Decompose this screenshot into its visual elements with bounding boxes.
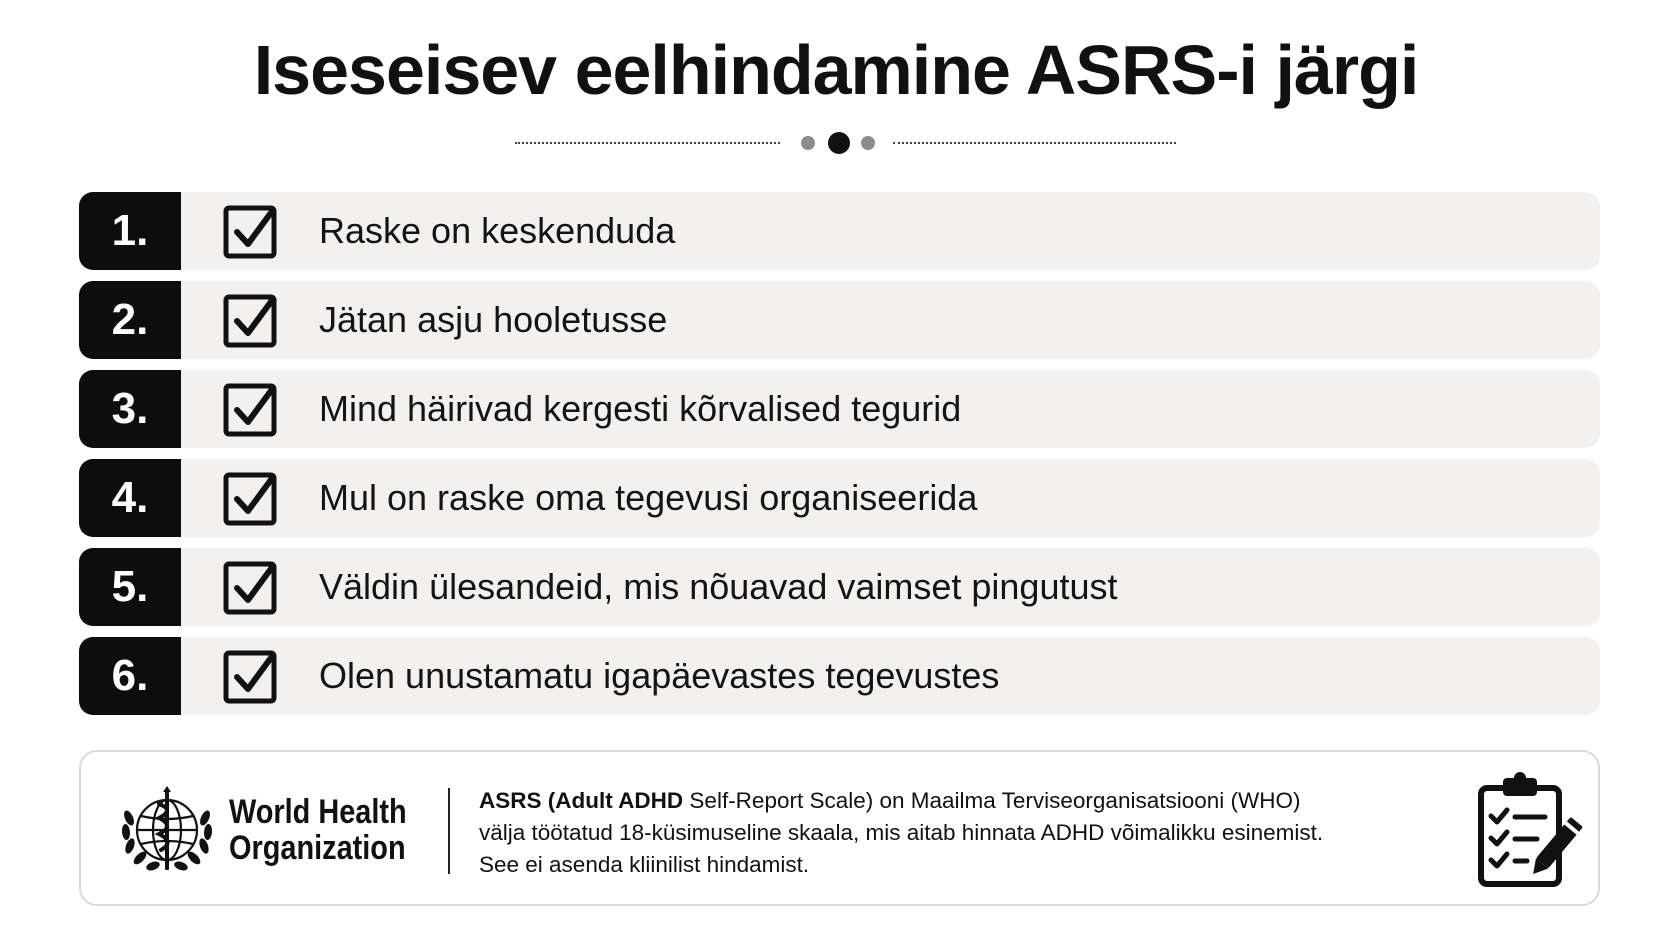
who-emblem-icon <box>117 784 217 878</box>
info-part-1: ASRS ( <box>479 788 556 813</box>
checklist-item-5 <box>79 548 1600 626</box>
checked-box-icon <box>223 469 281 527</box>
who-wordmark <box>229 794 407 866</box>
who-wordmark-line1: World Health <box>229 793 407 831</box>
checked-box-icon <box>223 291 281 349</box>
divider-dotted-line-left <box>515 142 780 144</box>
checked-box-icon <box>223 380 281 438</box>
clipboard-checklist-icon <box>1475 770 1585 892</box>
checklist <box>79 192 1600 726</box>
info-line-3: See ei asenda kliinilist hindamist. <box>479 852 810 877</box>
item-number: 5. <box>79 548 181 626</box>
page-title: Iseseisev eelhindamine ASRS-i järgi <box>253 31 1419 109</box>
divider-dot-active <box>828 132 850 154</box>
item-number: 1. <box>79 192 181 270</box>
item-number: 4. <box>79 459 181 537</box>
item-text: Väldin ülesandeid, mis nõuavad vaimset pingutust <box>319 566 1118 607</box>
item-text: Mul on raske oma tegevusi organiseerida <box>319 477 978 518</box>
info-footer <box>79 750 1600 906</box>
item-number: 6. <box>79 637 181 715</box>
item-number: 3. <box>79 370 181 448</box>
checklist-item-6 <box>79 637 1600 715</box>
title-divider <box>0 128 1672 158</box>
divider-dot <box>861 136 875 150</box>
item-text: Jätan asju hooletusse <box>319 299 668 340</box>
info-line-1 <box>479 785 1459 817</box>
info-part-2: Adult ADHD <box>555 788 684 813</box>
who-wordmark-line2: Organization <box>229 829 406 867</box>
asrs-info-text <box>479 785 1459 881</box>
info-line-2: välja töötatud 18-küsimuseline skaala, mis aitab hinnata ADHD võimalikku esinemist. <box>479 820 1324 845</box>
checklist-item-2 <box>79 281 1600 359</box>
divider-dot <box>801 136 815 150</box>
item-text: Raske on keskenduda <box>319 210 676 251</box>
divider-dotted-line-right <box>893 142 1176 144</box>
checked-box-icon <box>223 202 281 260</box>
checked-box-icon <box>223 558 281 616</box>
checklist-item-1 <box>79 192 1600 270</box>
item-text: Olen unustamatu igapäevastes tegevustes <box>319 655 1000 696</box>
vertical-separator <box>448 788 450 874</box>
item-text: Mind häirivad kergesti kõrvalised tegurid <box>319 388 962 429</box>
info-part-3: Self-Report Scale) on Maailma Terviseorganisatsiooni (WHO) <box>683 788 1301 813</box>
checklist-item-3 <box>79 370 1600 448</box>
checklist-item-4 <box>79 459 1600 537</box>
checked-box-icon <box>223 647 281 705</box>
item-number: 2. <box>79 281 181 359</box>
